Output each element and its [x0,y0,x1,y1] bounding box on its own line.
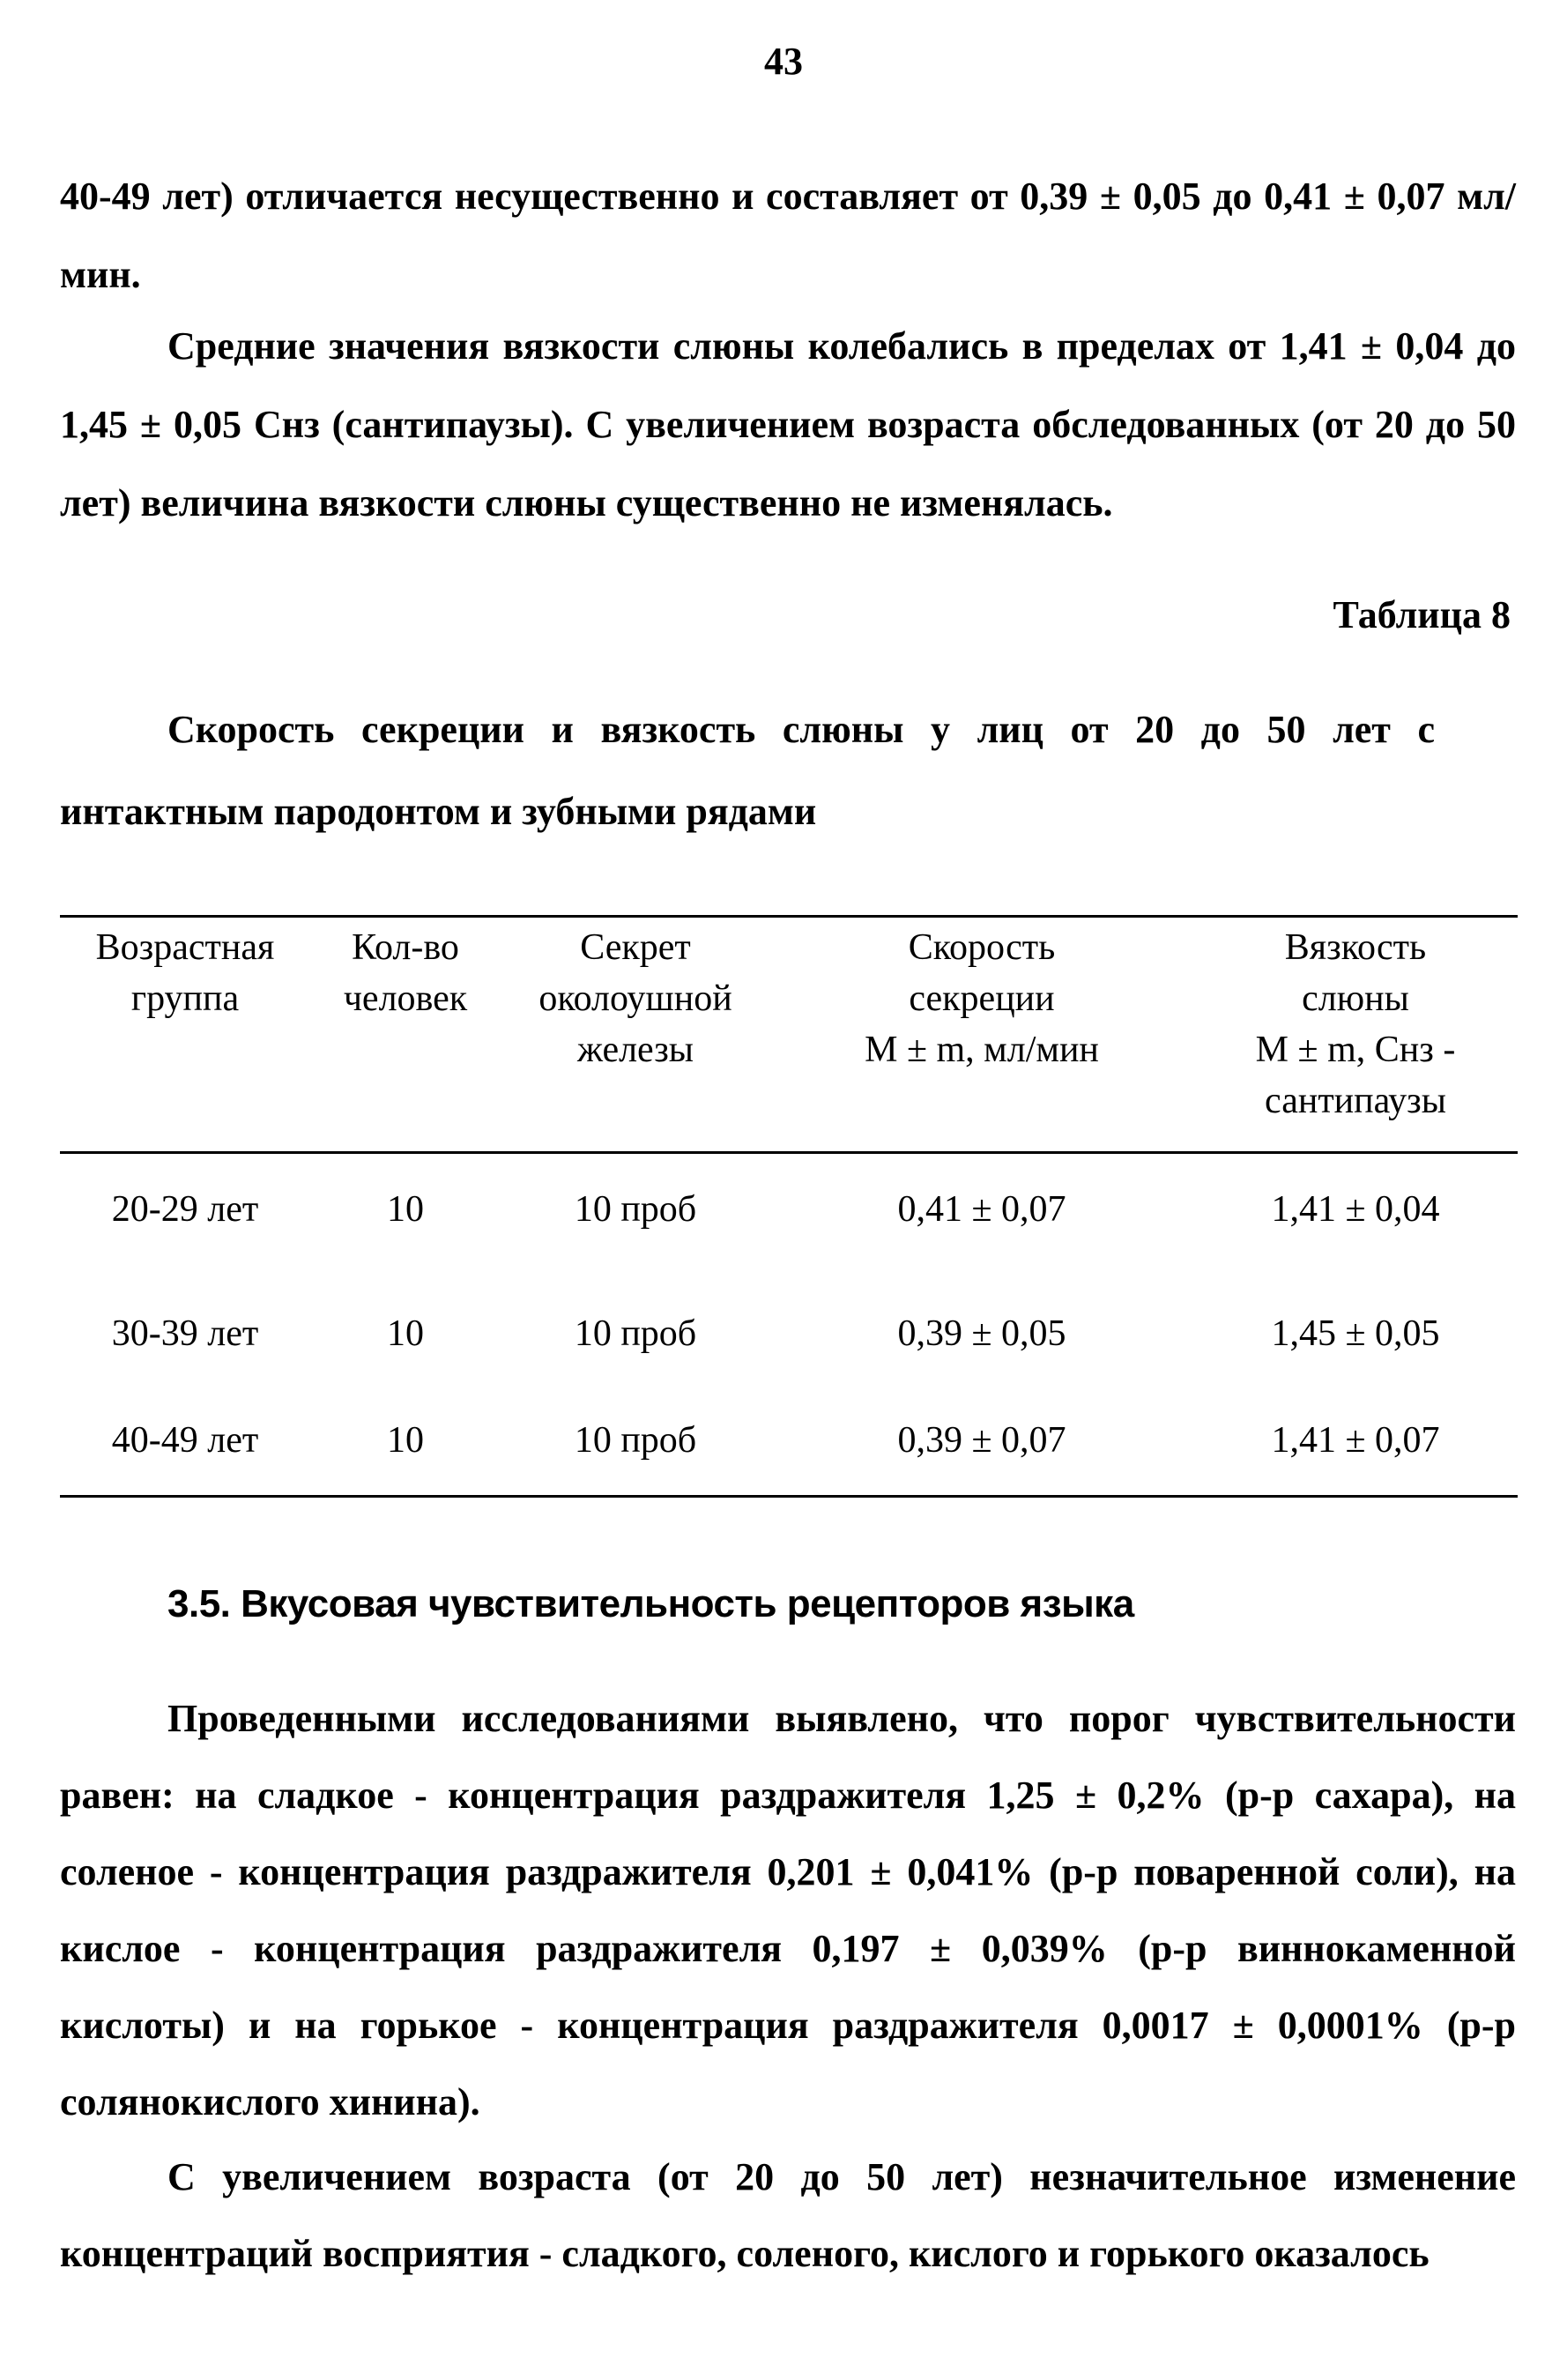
table-cell-age-group: 20-29 лет [111,1189,259,1230]
page-number: 43 [764,40,803,83]
table-header-viscosity: Вязкость слюны M ± m, Снз - сантипаузы [1255,927,1456,1121]
table-cell-count: 10 [387,1189,424,1230]
table-cell-viscosity: 1,41 ± 0,07 [1271,1420,1440,1461]
table-header-secretion-source: Секрет околоушной железы [538,927,732,1070]
paragraph-age-change: С увеличением возраста (от 20 до 50 лет) незначительное изменение концентраций восприятия - сладкого, соленого, кислого и горького оказалось [60,2155,1516,2275]
table-cell-secretion-rate: 0,41 ± 0,07 [897,1189,1066,1230]
table-cell-secretion-rate: 0,39 ± 0,05 [897,1313,1066,1354]
table-cell-count: 10 [387,1420,424,1461]
table-caption: Скорость секреции и вязкость слюны у лиц от 20 до 50 лет с интактным пародонтом и зубными рядами [60,708,1435,833]
paragraph-viscosity: Средние значения вязкости слюны колебались в пределах от 1,41 ± 0,04 до 1,45 ± 0,05 Снз (сантипаузы). С увеличением возраста обследованных (от 20 до 50 лет) величина вязкости слюны существенно не изменялась. [60,324,1516,524]
table-header-count: Кол-во человек [343,927,468,1019]
table-cell-secretion-rate: 0,39 ± 0,07 [897,1420,1066,1461]
table-cell-count: 10 [387,1313,424,1354]
table-cell-age-group: 30-39 лет [111,1313,259,1354]
table-label: Таблица 8 [1333,593,1511,636]
table-cell-samples: 10 проб [574,1313,697,1354]
table-rule-bottom [60,1495,1518,1498]
table-cell-age-group: 40-49 лет [111,1420,259,1461]
table-cell-viscosity: 1,45 ± 0,05 [1271,1313,1440,1354]
paragraph-taste-thresholds: Проведенными исследованиями выявлено, что порог чувствительности равен: на сладкое - концентрация раздражителя 1,25 ± 0,2% (р-р сахара), на соленое - концентрация раздражителя 0,201 ± 0,041% (р-р поваренной соли), на кислое - концентрация раздражителя 0,197 ± 0,039% (р-р виннокаменной кислоты) и на горькое - концентрация раздражителя 0,0017 ± 0,0001% (р-р солянокислого хинина). [60,1697,1516,2123]
table-header-secretion-rate: Скорость секреции M ± m, мл/мин [865,927,1099,1070]
table-rule-top [60,915,1518,918]
table-header-age-group: Возрастная группа [95,927,275,1019]
table-cell-samples: 10 проб [574,1189,697,1230]
table-rule-header [60,1151,1518,1154]
section-heading: 3.5. Вкусовая чувствительность рецепторов языка [167,1582,1134,1625]
paragraph-continuation: 40-49 лет) отличается несущественно и составляет от 0,39 ± 0,05 до 0,41 ± 0,07 мл/мин. [60,175,1516,296]
table-cell-viscosity: 1,41 ± 0,04 [1271,1189,1440,1230]
table-cell-samples: 10 проб [574,1420,697,1461]
